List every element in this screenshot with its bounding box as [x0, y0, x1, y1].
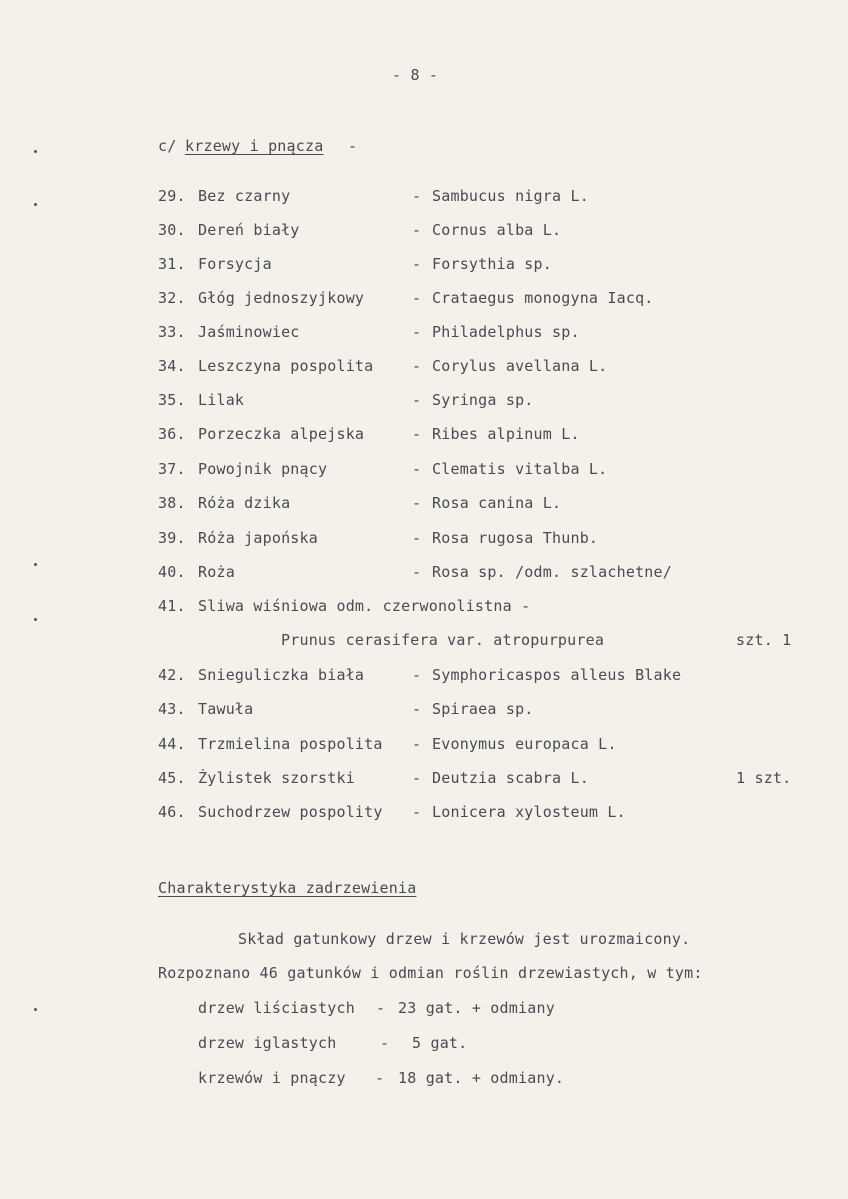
summary-label: krzewów i pnączy: [198, 1069, 346, 1087]
item-number: 33.: [158, 323, 186, 341]
item-dash: -: [412, 494, 422, 512]
margin-speck: [34, 1008, 37, 1011]
summary-dash: -: [376, 999, 386, 1017]
summary-label: drzew liściastych: [198, 999, 355, 1017]
item-number: 40.: [158, 563, 186, 581]
summary-dash: -: [375, 1069, 385, 1087]
item-quantity-note: 1 szt.: [736, 769, 792, 787]
item-latin-name: Syringa sp.: [432, 391, 534, 409]
item-latin-name: Rosa canina L.: [432, 494, 562, 512]
item-polish-name: Lilak: [198, 391, 245, 409]
item-dash: -: [412, 357, 422, 375]
item-dash: -: [412, 391, 422, 409]
section-title: krzewy i pnącza: [185, 137, 324, 155]
margin-speck: [34, 203, 37, 206]
item-number: 37.: [158, 460, 186, 478]
item-polish-name: Żylistek szorstki: [198, 769, 355, 787]
summary-label: drzew iglastych: [198, 1034, 337, 1052]
item-latin-name: Clematis vitalba L.: [432, 460, 608, 478]
item-dash: -: [412, 735, 422, 753]
summary-value: 18 gat. + odmiany.: [398, 1069, 565, 1087]
item-latin-name: Rosa rugosa Thunb.: [432, 529, 599, 547]
margin-speck: [34, 618, 37, 621]
item-latin-name: Deutzia scabra L.: [432, 769, 589, 787]
item-dash: -: [412, 460, 422, 478]
item-dash: -: [412, 666, 422, 684]
item-dash: -: [412, 425, 422, 443]
item-number: 32.: [158, 289, 186, 307]
item-number: 43.: [158, 700, 186, 718]
item-latin-name: Crataegus monogyna Iacq.: [432, 289, 654, 307]
item-polish-name: Powojnik pnący: [198, 460, 328, 478]
summary-value: 5 gat.: [412, 1034, 468, 1052]
characteristics-heading: Charakterystyka zadrzewienia: [158, 879, 417, 897]
summary-dash: -: [380, 1034, 390, 1052]
item-dash: -: [412, 187, 422, 205]
item-number: 42.: [158, 666, 186, 684]
item-number: 45.: [158, 769, 186, 787]
item-latin-name: Spiraea sp.: [432, 700, 534, 718]
page-number: - 8 -: [392, 66, 439, 84]
item-latin-name: Philadelphus sp.: [432, 323, 580, 341]
item-dash: -: [412, 700, 422, 718]
item-polish-name: Jaśminowiec: [198, 323, 300, 341]
item-polish-name: Róża dzika: [198, 494, 291, 512]
item-polish-name: Bez czarny: [198, 187, 291, 205]
item-latin-name: Ribes alpinum L.: [432, 425, 580, 443]
item-number: 31.: [158, 255, 186, 273]
item-number: 38.: [158, 494, 186, 512]
summary-value: 23 gat. + odmiany: [398, 999, 555, 1017]
paragraph-line: Rozpoznano 46 gatunków i odmian roślin drzewiastych, w tym:: [158, 964, 703, 982]
item-number: 35.: [158, 391, 186, 409]
item-polish-name: Tawuła: [198, 700, 254, 718]
item-dash: -: [412, 563, 422, 581]
item-number: 34.: [158, 357, 186, 375]
paragraph-line: Skład gatunkowy drzew i krzewów jest urozmaicony.: [238, 930, 691, 948]
item-quantity-note: szt. 1: [736, 631, 792, 649]
item-dash: -: [412, 803, 422, 821]
item-polish-name: Porzeczka alpejska: [198, 425, 365, 443]
item-dash: -: [412, 529, 422, 547]
item-latin-name: Evonymus europaca L.: [432, 735, 617, 753]
item-polish-name: Leszczyna pospolita: [198, 357, 374, 375]
item-polish-name: Róża japońska: [198, 529, 318, 547]
section-prefix: c/: [158, 137, 177, 155]
item-polish-name: Snieguliczka biała: [198, 666, 365, 684]
item-polish-name: Roża: [198, 563, 235, 581]
item-polish-name: Trzmielina pospolita: [198, 735, 383, 753]
item-dash: -: [412, 769, 422, 787]
item-latin-name: Rosa sp. /odm. szlachetne/: [432, 563, 672, 581]
item-number: 39.: [158, 529, 186, 547]
item-number: 36.: [158, 425, 186, 443]
item-polish-name: Sliwa wiśniowa odm. czerwonolistna -: [198, 597, 531, 615]
item-dash: -: [412, 289, 422, 307]
item-number: 41.: [158, 597, 186, 615]
margin-speck: [34, 563, 37, 566]
item-number: 29.: [158, 187, 186, 205]
item-latin-name: Symphoricaspos alleus Blake: [432, 666, 682, 684]
item-dash: -: [412, 221, 422, 239]
item-polish-name: Dereń biały: [198, 221, 300, 239]
item-polish-name: Głóg jednoszyjkowy: [198, 289, 365, 307]
item-dash: -: [412, 323, 422, 341]
item-number: 44.: [158, 735, 186, 753]
margin-speck: [34, 150, 37, 153]
item-latin-name: Sambucus nigra L.: [432, 187, 589, 205]
item-dash: -: [412, 255, 422, 273]
item-latin-name: Lonicera xylosteum L.: [432, 803, 626, 821]
item-polish-name: Forsycja: [198, 255, 272, 273]
item-number: 30.: [158, 221, 186, 239]
section-suffix: -: [348, 137, 358, 155]
item-number: 46.: [158, 803, 186, 821]
item-latin-name: Forsythia sp.: [432, 255, 552, 273]
item-polish-name: Suchodrzew pospolity: [198, 803, 383, 821]
item-latin-name: Cornus alba L.: [432, 221, 562, 239]
item-latin-name: Corylus avellana L.: [432, 357, 608, 375]
item-latin-name: Prunus cerasifera var. atropurpurea: [281, 631, 605, 649]
